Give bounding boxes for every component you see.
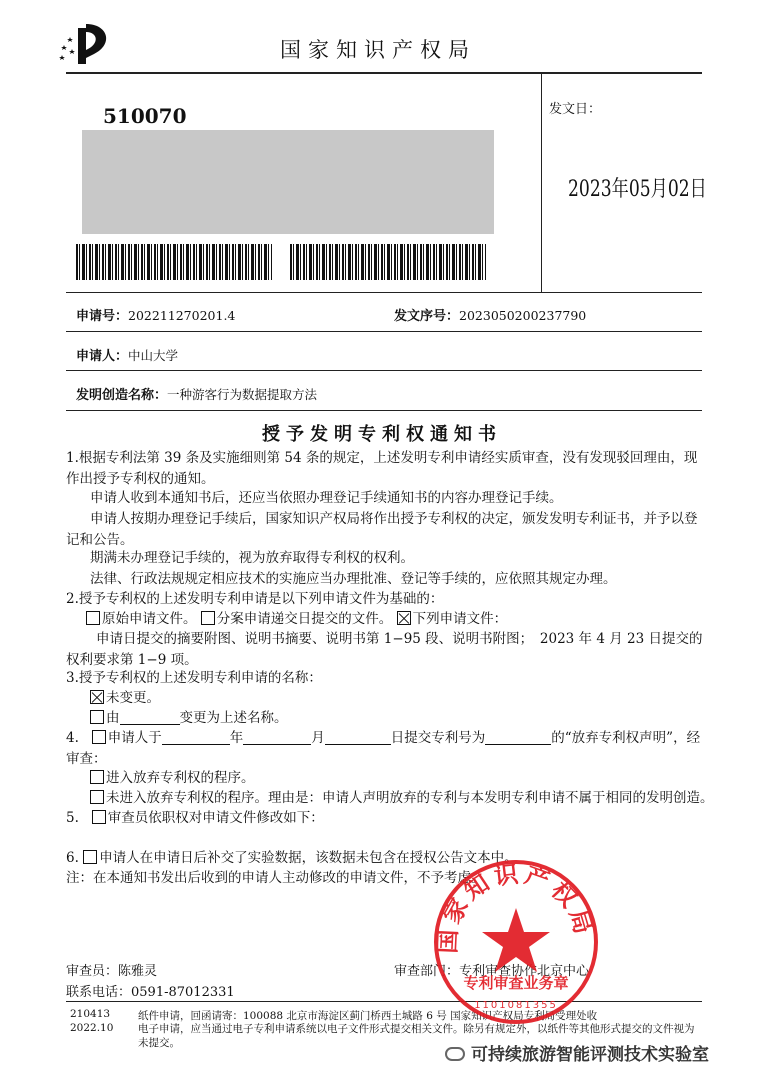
form-version: 2022.10 [70,1022,114,1034]
serial-number: 发文序号：2023050200237790 [394,308,587,323]
checkbox-supplementary-data[interactable] [83,850,97,864]
paragraph-6: 6. 申请人在申请日后补交了实验数据，该数据未包含在授权公告文本中。 [66,850,518,866]
rule-2 [66,331,702,332]
examination-dept: 审查部门：专利审查协作北京中心 [394,964,590,979]
section-2-options: 原始申请文件。 分案申请递交日提交的文件。 下列申请文件： [66,609,708,630]
org-name: 国家知识产权局 [280,38,476,62]
cnipa-logo [56,20,118,64]
note: 注：在本通知书发出后收到的申请人主动修改的申请文件，不予考虑。 [66,870,485,886]
checkbox-examiner-amend[interactable] [92,810,106,824]
wechat-watermark: 可持续旅游智能评测技术实验室 [445,1040,709,1065]
header-rule [66,72,702,74]
applicant: 申请人：中山大学 [76,348,179,363]
paragraph-1d: 法律、行政法规规定相应技术的实施应当办理批准、登记等手续的，应依照其规定办理。 [90,571,617,587]
seal-inner-text: 专利审查业务章 [463,974,569,992]
paragraph-3: 3.授予专利权的上述发明专利申请的名称： [66,670,322,686]
paragraph-1a: 申请人收到本通知书后，还应当依照办理登记手续通知书的内容办理登记手续。 [90,490,563,506]
paragraph-4: 4. 申请人于 年 月 日提交专利号为 的“放弃专利权声明”，经审查： [66,730,701,767]
form-code: 210413 [70,1008,111,1020]
rule-1 [66,292,702,293]
section-4-option-1: 进入放弃专利权的程序。 [66,768,708,789]
postcode: 510070 [103,104,187,128]
redacted-address [82,130,494,234]
examiner: 审查员：陈雅灵 [66,964,158,979]
date-divider [541,74,542,292]
section-3-option-2: 由 变更为上述名称。 [66,708,708,729]
checkbox-name-changed[interactable] [90,710,104,724]
checkbox-not-enter-waiver[interactable] [90,790,104,804]
checkbox-original-docs[interactable] [86,611,100,625]
contact-phone: 联系电话：0591-87012331 [66,985,235,1000]
official-seal [432,858,600,1026]
application-number: 申请号：202211270201.4 [76,308,236,323]
checkbox-name-unchanged[interactable] [90,690,104,704]
wechat-icon [445,1047,465,1061]
paragraph-2: 2.授予专利权的上述发明专利申请是以下列申请文件为基础的： [66,591,444,607]
electronic-application-note: 电子申请，应当通过电子专利申请系统以电子文件形式提交相关文件。除另有规定外，以纸件等其他形式提交的文件视为未提交。 [138,1023,695,1049]
rule-4 [66,410,702,411]
paragraph-5: 5. 审查员依职权对申请文件修改如下： [66,810,324,826]
invention-title: 发明创造名称：一种游客行为数据提取方法 [76,387,318,402]
checkbox-following-docs[interactable] [397,611,411,625]
paragraph-1: 1.根据专利法第 39 条及实施细则第 54 条的规定，上述发明专利申请经实质审查，没有发现驳回理由，现作出授予专利权的通知。 [66,450,698,487]
section-4-option-2: 未进入放弃专利权的程序。理由是：申请人声明放弃的专利与本发明专利申请不属于相同的发明创造。 [66,788,708,809]
section-2-detail: 申请日提交的摘要附图、说明书摘要、说明书第 1−95 段、说明书附图； 2023 年 4 月 23 日提交的权利要求第 1−9 项。 [66,631,703,668]
seal-number: 1101081355 [474,1000,558,1011]
date-label: 发文日： [549,102,602,117]
checkbox-enter-waiver[interactable] [90,770,104,784]
notice-title: 授予发明专利权通知书 [262,424,502,445]
issue-date: 2023年05月02日 [568,177,707,202]
checkbox-divisional-docs[interactable] [201,611,215,625]
section-3-option-1: 未变更。 [66,688,708,709]
paper-application-note: 纸件申请，回函请寄：100088 北京市海淀区蓟门桥西土城路 6 号 国家知识产权局专利局受理处收 [138,1010,598,1022]
rule-3 [66,370,702,371]
checkbox-waiver[interactable] [92,730,106,744]
footer-rule [66,1001,702,1002]
barcode-left [76,244,272,280]
seal-outer-text: 国家知识产权局 [433,859,599,955]
paragraph-1c: 期满未办理登记手续的，视为放弃取得专利权的权利。 [90,550,414,566]
paragraph-1b: 申请人按期办理登记手续后，国家知识产权局将作出授予专利权的决定，颁发发明专利证书，并予以登记和公告。 [66,511,698,548]
barcode-right [290,244,486,280]
